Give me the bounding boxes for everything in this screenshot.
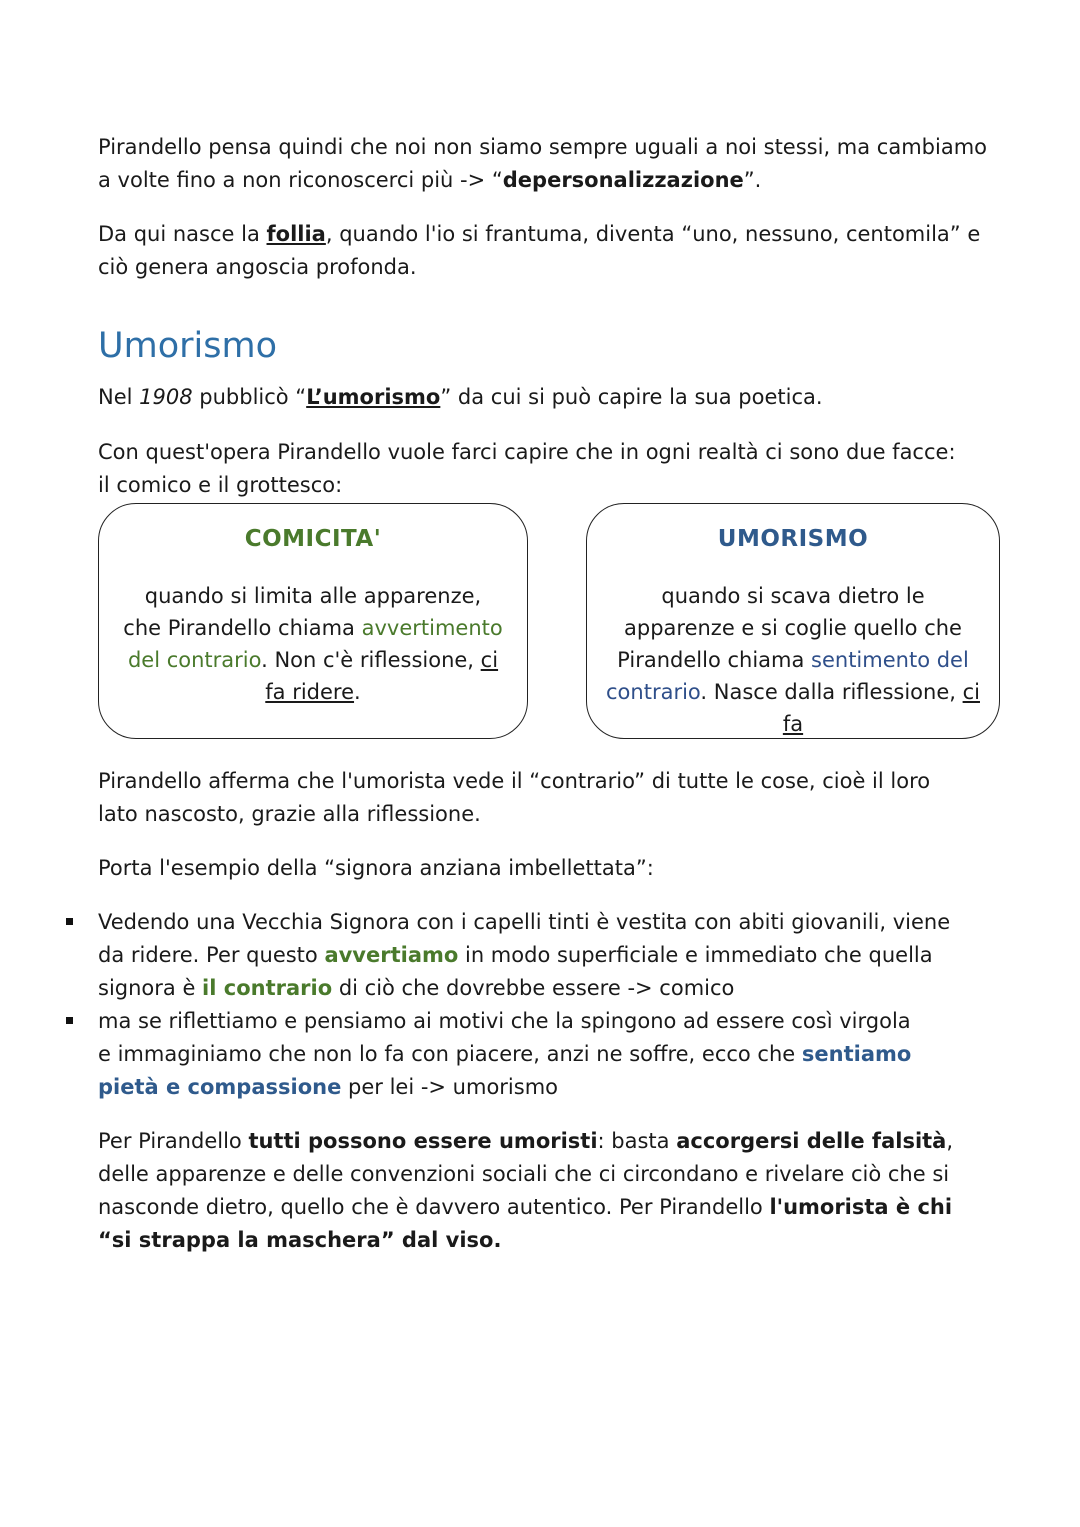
comicita-box: [98, 503, 528, 739]
paragraph-umoristi: Per Pirandello tutti possono essere umoristi: basta accorgersi delle falsità, delle apparenze e delle convenzioni sociali che ci circondano e rivelare ciò che si nasconde dietro, quello che è davvero autentico. Per Pirandello l'umorista è chi “si strappa la maschera” dal viso.: [98, 1129, 954, 1252]
bullet-marker: [66, 918, 73, 925]
paragraph-contrario: Pirandello afferma che l'umorista vede il “contrario” di tutte le cose, cioè il loro lato nascosto, grazie alla riflessione.: [98, 769, 931, 826]
umorismo-text: quando si scava dietro le apparenze e si coglie quello che Pirandello chiama sentimento del contrario. Nasce dalla riflessione, ci fa: [606, 584, 980, 736]
umorismo-title: UMORISMO: [717, 526, 869, 552]
paragraph-1908: Nel 1908 pubblicò “L’umorismo” da cui si può capire la sua poetica.: [98, 385, 823, 409]
list-item: Vedendo una Vecchia Signora con i capelli tinti è vestita con abiti giovanili, viene da ridere. Per questo avvertiamo in modo superficiale e immediato che quella signora è il contrario di ciò che dovrebbe essere -> comico: [98, 910, 951, 1000]
comicita-title: COMICITA': [244, 526, 382, 552]
list-item: ma se riflettiamo e pensiamo ai motivi che la spingono ad essere così virgola e immaginiamo che non lo fa con piacere, anzi ne soffre, ecco che sentiamo pietà e compassione per lei -> umorismo: [98, 1009, 912, 1099]
section-title: Umorismo: [98, 326, 277, 366]
comicita-text: quando si limita alle apparenze, che Pirandello chiama avvertimento del contrario. Non c'è riflessione, ci fa ridere.: [123, 584, 503, 704]
paragraph-depersonalizzazione: Pirandello pensa quindi che noi non siamo sempre uguali a noi stessi, ma cambiamo a volte fino a non riconoscerci più -> “depersonalizzazione”.: [98, 135, 988, 192]
paragraph-due-facce: Con quest'opera Pirandello vuole farci capire che in ogni realtà ci sono due facce: il comico e il grottesco:: [98, 440, 956, 497]
paragraph-follia: Da qui nasce la follia, quando l'io si frantuma, diventa “uno, nessuno, centomila” e ciò genera angoscia profonda.: [98, 222, 981, 279]
paragraph-esempio: Porta l'esempio della “signora anziana imbellettata”:: [98, 856, 654, 880]
umorismo-box: [586, 503, 1000, 739]
bullet-marker: [66, 1017, 73, 1024]
